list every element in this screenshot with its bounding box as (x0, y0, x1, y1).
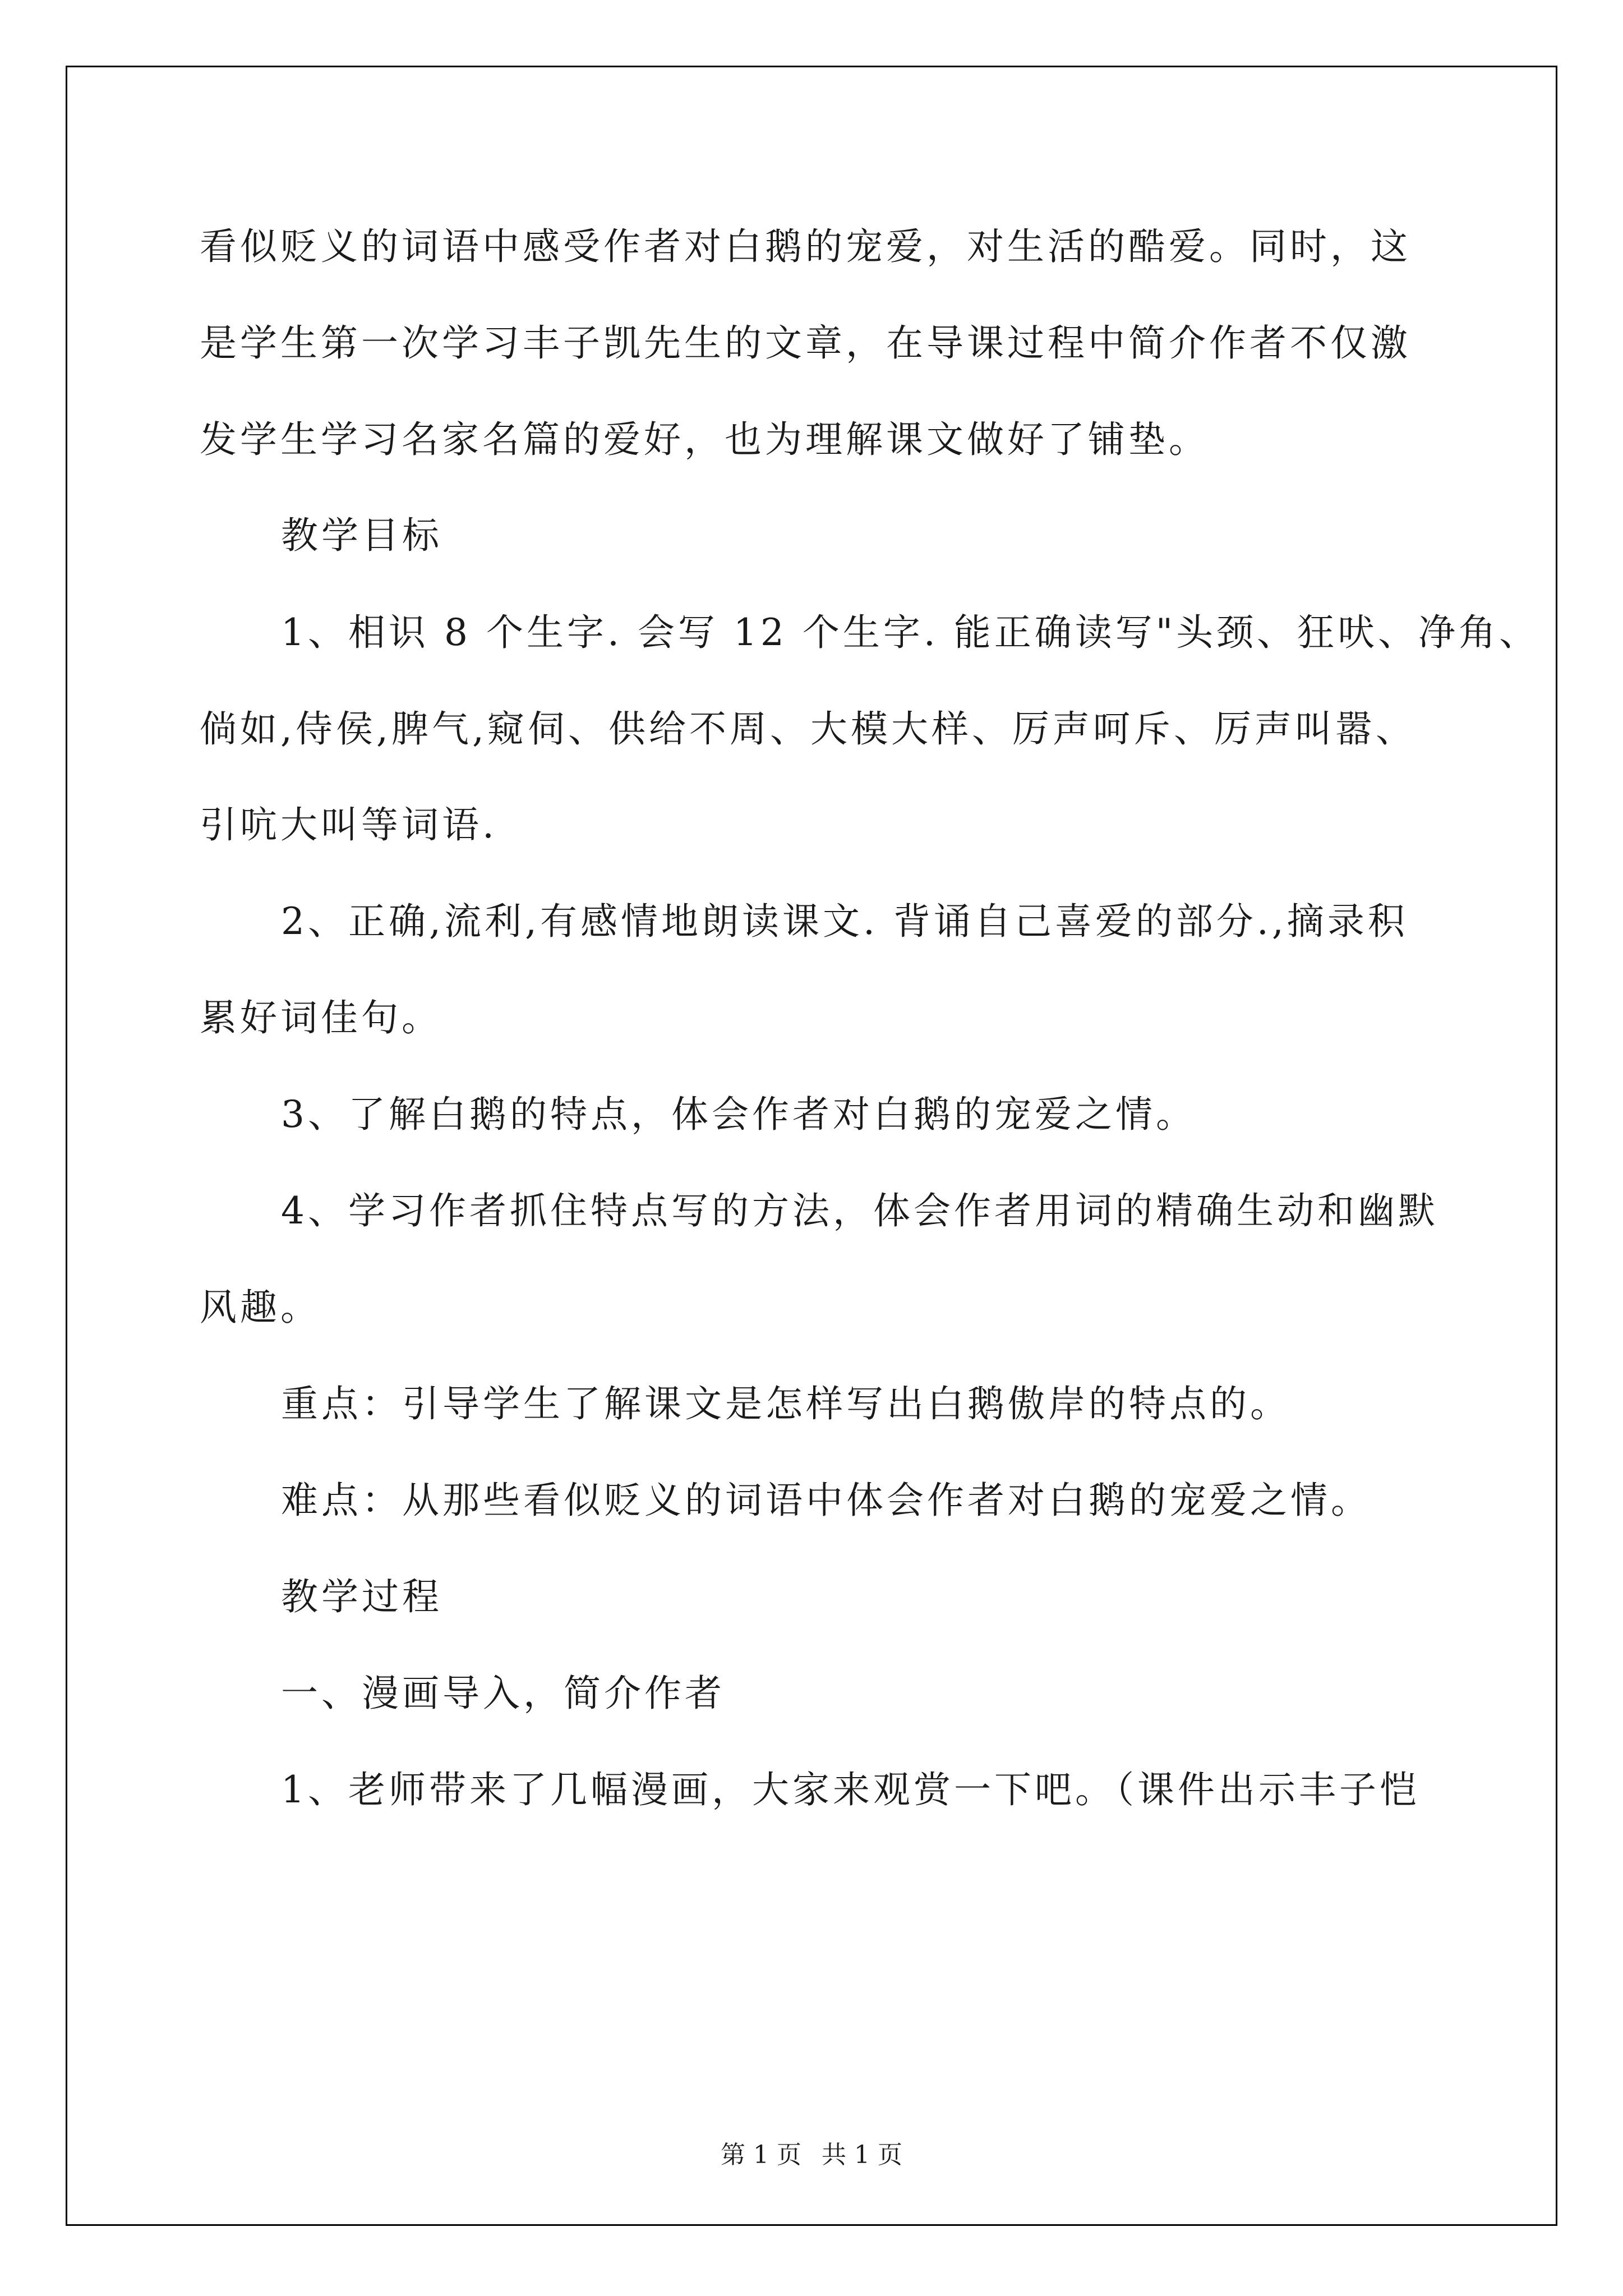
text-line: 累好词佳句。 (200, 996, 442, 1039)
text-line: 倘如,侍侯,脾气,窥伺、供给不周、大模大样、厉声呵斥、厉声叫嚣、 (200, 707, 1416, 751)
text-line: 引吭大叫等词语. (200, 803, 497, 846)
page-footer (0, 2134, 1623, 2170)
text-line: 2、正确,流利,有感情地朗读课文. 背诵自己喜爱的部分.,摘录积 (281, 900, 1408, 943)
section-heading: 教学过程 (281, 1575, 442, 1618)
text-line: 3、了解白鹅的特点，体会作者对白鹅的宠爱之情。 (281, 1093, 1196, 1136)
text-line: 1、老师带来了几幅漫画，大家来观赏一下吧。（课件出示丰子恺 (281, 1768, 1420, 1811)
section-heading: 教学目标 (281, 514, 442, 557)
text-line: 发学生学习名家名篇的爱好，也为理解课文做好了铺垫。 (200, 418, 1209, 461)
text-line: 1、相识 8 个生字. 会写 12 个生字. 能正确读写"头颈、狂吠、净角、 (281, 611, 1540, 654)
text-line: 重点：引导学生了解课文是怎样写出白鹅傲岸的特点的。 (281, 1382, 1290, 1425)
page-total: 共 1 页 (822, 2141, 902, 2169)
text-line: 看似贬义的词语中感受作者对白鹅的宠爱，对生活的酷爱。同时，这 (200, 225, 1411, 268)
text-line: 4、学习作者抓住特点写的方法，体会作者用词的精确生动和幽默 (281, 1189, 1438, 1232)
subsection-heading: 一、漫画导入，简介作者 (281, 1672, 725, 1715)
text-line: 难点：从那些看似贬义的词语中体会作者对白鹅的宠爱之情。 (281, 1479, 1371, 1522)
text-line: 风趣。 (200, 1286, 321, 1329)
page-number: 第 1 页 (721, 2141, 801, 2169)
text-line: 是学生第一次学习丰子凯先生的文章，在导课过程中简介作者不仅激 (200, 321, 1411, 365)
